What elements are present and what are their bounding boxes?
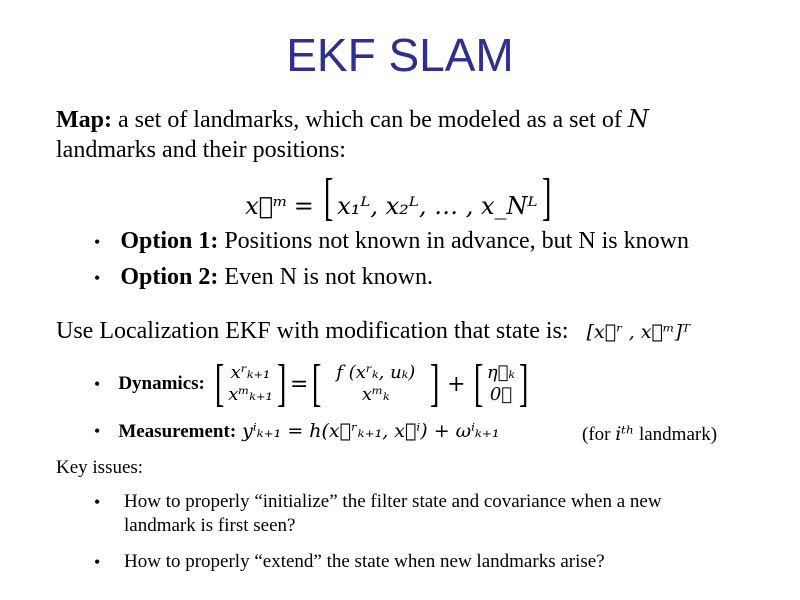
note-prefix: (for <box>582 424 611 445</box>
dynamics-rhs-top: η⃗ₖ <box>486 362 516 383</box>
option-1-text: Positions not known in advance, but N is known <box>224 228 689 254</box>
var-n: N <box>627 105 649 133</box>
bracket-right: ] <box>541 169 551 226</box>
option-1 <box>94 226 689 257</box>
map-text-1: a set of landmarks, which can be modeled as a set of <box>118 107 622 133</box>
map-eq-content: x₁ᴸ, x₂ᴸ, … , x_Nᴸ <box>337 192 538 220</box>
dynamics-mid-top: f (xʳₖ, uₖ) <box>336 362 416 383</box>
map-label: Map: <box>56 107 112 133</box>
dynamics-row <box>94 356 532 412</box>
option-2 <box>94 262 433 293</box>
bracket-left: [ <box>323 169 334 226</box>
map-line-1 <box>56 104 776 135</box>
dynamics-rhs-matrix <box>487 362 515 406</box>
map-line-2: landmarks and their positions: <box>56 137 346 163</box>
localization-text: Use Localization EKF with modification that state is: <box>56 318 569 344</box>
dynamics-lhs-top: xʳₖ₊₁ <box>230 362 271 383</box>
key-issues-heading: Key issues: <box>56 457 144 478</box>
map-eq-equals: = <box>293 192 314 220</box>
dynamics-lhs-bottom: xᵐₖ₊₁ <box>228 384 273 405</box>
key-issue-2 <box>94 550 774 574</box>
dynamics-equation: [ xʳₖ₊₁ xᵐₖ₊₁ ] = [ f (xʳₖ, uₖ) xᵐₖ ] + [ η⃗ₖ 0⃗ ] <box>214 355 529 412</box>
dynamics-mid-bottom: xᵐₖ <box>361 384 390 405</box>
bullet-icon: • <box>94 232 101 252</box>
localization-line <box>56 316 690 347</box>
option-2-text: Even N is not known. <box>224 264 433 290</box>
state-vector: [x⃗ʳ , x⃗ᵐ]ᵀ <box>586 321 690 343</box>
bullet-icon: • <box>94 421 101 441</box>
dynamics-lhs-matrix <box>228 362 272 406</box>
key-issue-1-line-2: landmark is first seen? <box>124 515 296 536</box>
bullet-icon: • <box>94 373 101 394</box>
note-suffix: landmark) <box>638 424 718 445</box>
bullet-icon: • <box>94 552 101 572</box>
key-issue-1 <box>94 490 774 538</box>
map-paragraph <box>56 104 776 165</box>
option-2-label: Option 2: <box>120 264 219 290</box>
key-issue-2-line-1: How to properly “extend” the state when new landmarks arise? <box>124 551 605 572</box>
slide-title: EKF SLAM <box>286 29 514 81</box>
note-math: iᵗʰ <box>615 423 635 445</box>
measurement-note <box>582 422 717 447</box>
bullet-icon: • <box>94 268 101 288</box>
measurement-row <box>94 420 500 444</box>
option-1-label: Option 1: <box>120 228 219 254</box>
dynamics-mid-matrix <box>326 362 426 406</box>
key-issue-1-line-1: How to properly “initialize” the filter state and covariance when a new <box>124 491 662 512</box>
map-equation <box>0 169 800 226</box>
measurement-equation: yⁱₖ₊₁ = h(x⃗ʳₖ₊₁, x⃗ⁱ) + ωⁱₖ₊₁ <box>242 420 500 442</box>
dynamics-rhs-bottom: 0⃗ <box>489 384 513 405</box>
map-eq-lhs: x⃗ᵐ <box>245 192 288 220</box>
measurement-label: Measurement: <box>118 421 237 442</box>
bullet-icon: • <box>94 492 101 512</box>
dynamics-label: Dynamics: <box>118 373 205 394</box>
